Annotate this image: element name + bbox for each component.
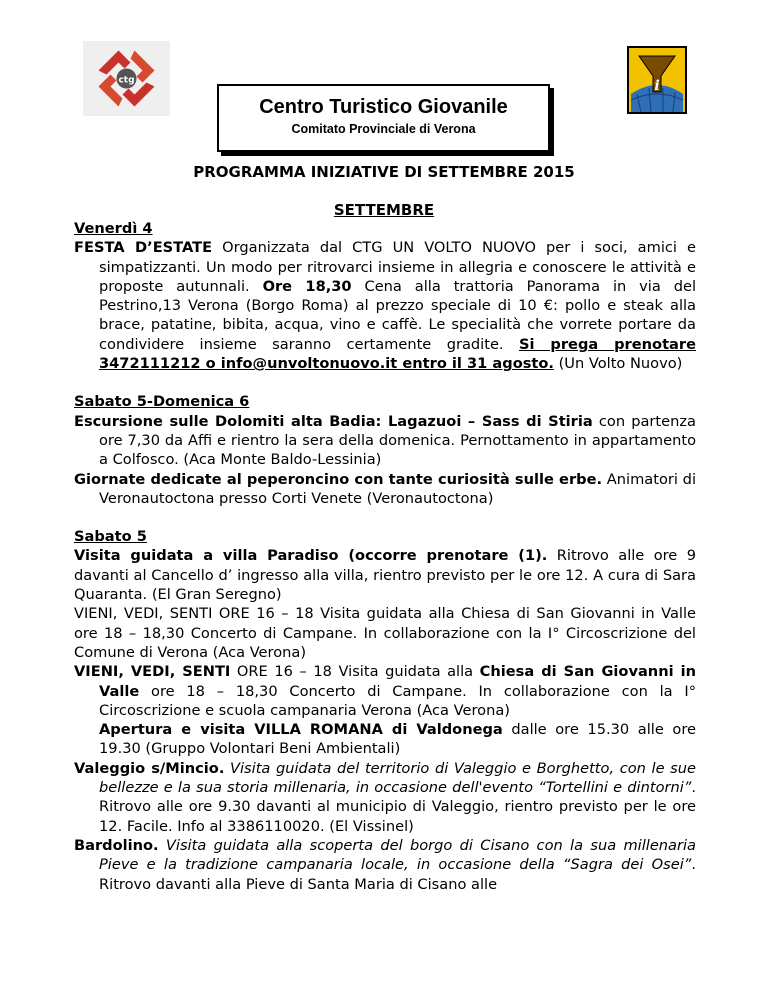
event-time: Ore 18,30: [262, 277, 352, 295]
event-villa-romana: [74, 720, 696, 759]
event-text: Organizzata dal CTG UN VOLTO NUOVO per i soci, amici e simpatizzanti. Un modo per ritrovarci insieme in allegria e conoscere le attività e proposte autunnali.: [99, 239, 696, 295]
event-title: Escursione sulle Dolomiti alta Badia: Lagazuoi – Sass di Stiria: [74, 412, 593, 430]
program-title: PROGRAMMA INIZIATIVE DI SETTEMBRE 2015: [193, 163, 575, 181]
event-text: . Ritrovo davanti alla Pieve di Santa Maria di Cisano alle: [99, 856, 696, 893]
ctg-logo-left-icon: [83, 41, 170, 116]
event-villa-paradiso: [74, 546, 696, 604]
event-description: Visita guidata alla scoperta del borgo di Cisano con la sua millenaria Pieve e la tradizione campanaria locale, in occasione della “Sagra dei Osei”: [99, 836, 696, 874]
day-heading-sat5: Sabato 5: [74, 528, 147, 546]
event-title: Apertura e visita VILLA ROMANA di Valdonega: [99, 721, 503, 739]
event-festa-estate: [74, 238, 696, 373]
event-bardolino: [74, 836, 696, 894]
day-heading-sat5-sun6: Sabato 5-Domenica 6: [74, 393, 250, 411]
svg-text:ctg: ctg: [118, 75, 135, 86]
event-text: ore 18 – 18,30 Concerto di Campane. In collaborazione con la I° Circoscrizione e scuola campanaria Verona (Aca Verona): [99, 682, 696, 719]
organization-title: Centro Turistico Giovanile: [259, 96, 508, 118]
event-text: VIENI, VEDI, SENTI ORE 16 – 18 Visita guidata alla Chiesa di San Giovanni in Valle ore 18 – 18,30 Concerto di Campane. In collaborazione con la I° Circoscrizione del Comune di Verona (Aca Verona): [74, 605, 696, 661]
event-text: dalle ore 15.30 alle ore 19.30 (Gruppo Volontari Beni Ambientali): [99, 721, 696, 758]
event-peperoncino: [74, 470, 696, 509]
day-heading-fri4: Venerdì 4: [74, 220, 153, 237]
event-text: . Ritrovo alle ore 9.30 davanti al municipio di Valeggio, rientro previsto per le ore 12. Facile. Info al 3386110020. (El Vissinel): [99, 779, 696, 835]
event-title: FESTA D’ESTATE: [74, 239, 213, 257]
event-title: Giornate dedicate al peperoncino con tante curiosità sulle erbe.: [74, 470, 603, 488]
event-title: Valeggio s/Mincio.: [74, 759, 225, 777]
event-location: Chiesa di San Giovanni in Valle: [99, 663, 696, 700]
event-text: Animatori di Veronautoctona presso Corti Venete (Veronautoctona): [99, 470, 696, 507]
event-title: Bardolino.: [74, 836, 159, 854]
info-funnel-logo-icon: [627, 46, 687, 114]
event-text: Cena alla trattoria Panorama in via del Pestrino,13 Verona (Borgo Roma) al prezzo speciale di 10 €: pollo e steak alla brace, patatine, bibita, acqua, vino e caffè. Le specialità che vorrete portare da condividere insieme saranno certamente gradite.: [99, 277, 697, 353]
event-organizer: (Un Volto Nuovo): [553, 355, 683, 373]
event-text: Ritrovo alle ore 9 davanti al Cancello d’ ingresso alla villa, rientro previsto per le ore 12. A cura di Sara Quaranta. (El Gran Seregno): [74, 547, 696, 604]
event-text: con partenza ore 7,30 da Affi e rientro la sera della domenica. Pernottamento in appartamento a Colfosco. (Aca Monte Baldo-Lessinia): [99, 412, 696, 469]
event-valeggio: [74, 759, 696, 836]
event-title: Visita guidata a villa Paradiso (occorre prenotare (1).: [74, 547, 548, 565]
event-booking-info: Si prega prenotare 3472111212 o info@unvoltonuovo.it entro il 31 agosto.: [99, 335, 696, 373]
month-heading: SETTEMBRE: [333, 201, 435, 219]
program-content: [74, 219, 696, 894]
event-text: ORE 16 – 18 Visita guidata alla: [230, 663, 480, 681]
organization-subtitle: Comitato Provinciale di Verona: [291, 122, 476, 136]
svg-text:i: i: [654, 78, 660, 94]
event-vieni-vedi-senti-plain: [74, 604, 696, 662]
event-escursione-dolomiti: [74, 412, 696, 470]
event-description: Visita guidata del territorio di Valeggio e Borghetto, con le sue bellezze e la sua storia millenaria, in occasione dell'evento “Tortellini e dintorni”: [99, 759, 697, 797]
event-vieni-vedi-senti: [74, 662, 696, 720]
event-title: VIENI, VEDI, SENTI: [74, 663, 231, 681]
organization-header-box: [217, 84, 550, 152]
